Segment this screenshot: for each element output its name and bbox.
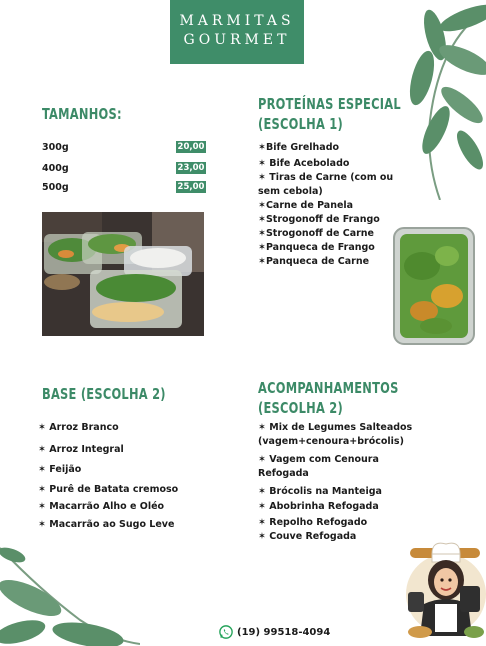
- list-item: ✶ Macarrão ao Sugo Leve: [38, 519, 175, 530]
- proteins-heading: [258, 94, 401, 134]
- price-badge: 23,00: [177, 163, 205, 173]
- size-label: 300g: [42, 142, 69, 153]
- list-item: Refogada: [258, 468, 309, 479]
- list-item: ✶ Tiras de Carne (com ou: [258, 172, 394, 183]
- base-heading: BASE (ESCOLHA 2): [42, 385, 166, 403]
- list-item: sem cebola): [258, 186, 323, 197]
- list-item: ✶ Feijão: [38, 464, 82, 475]
- meal-box-photo: [392, 226, 476, 346]
- list-item: ✶ Purê de Batata cremoso: [38, 484, 179, 495]
- sides-heading: [258, 378, 399, 418]
- size-label: 400g: [42, 163, 69, 174]
- list-item: ✶ Macarrão Alho e Oléo: [38, 501, 165, 512]
- list-item: ✶Strogonoff de Carne: [258, 228, 374, 239]
- list-item: ✶Bife Grelhado: [258, 142, 340, 153]
- brand-line-2: GOURMET: [183, 32, 291, 48]
- list-item: ✶ Couve Refogada: [258, 531, 357, 542]
- size-row: [42, 181, 206, 195]
- phone-number: (19) 99518-4094: [237, 626, 331, 638]
- sides-heading-line-1: ACOMPANHAMENTOS: [258, 379, 399, 397]
- brand-logo: [170, 0, 304, 64]
- whatsapp-icon: [219, 625, 233, 639]
- leaf-branch-bottom-left: [0, 540, 140, 646]
- price-badge: 20,00: [177, 142, 205, 152]
- list-item: ✶ Brócolis na Manteiga: [258, 486, 382, 497]
- list-item: ✶Panqueca de Frango: [258, 242, 375, 253]
- list-item: ✶ Bife Acebolado: [258, 158, 350, 169]
- list-item: ✶Panqueca de Carne: [258, 256, 370, 267]
- list-item: ✶ Arroz Branco: [38, 422, 119, 433]
- list-item: ✶ Arroz Integral: [38, 444, 124, 455]
- proteins-heading-line-2: (ESCOLHA 1): [258, 115, 343, 133]
- list-item: (vagem+cenoura+brócolis): [258, 436, 404, 447]
- contact-phone[interactable]: [219, 624, 330, 640]
- list-item: ✶ Abobrinha Refogada: [258, 501, 379, 512]
- sides-heading-line-2: (ESCOLHA 2): [258, 399, 343, 417]
- brand-line-1: MARMITAS: [179, 13, 295, 29]
- list-item: ✶Strogonoff de Frango: [258, 214, 380, 225]
- size-row: [42, 141, 206, 155]
- chef-mascot-illustration: [404, 540, 486, 646]
- list-item: ✶Carne de Panela: [258, 200, 354, 211]
- list-item: ✶ Vagem com Cenoura: [258, 454, 379, 465]
- list-item: ✶ Repolho Refogado: [258, 517, 368, 528]
- size-label: 500g: [42, 182, 69, 193]
- list-item: ✶ Mix de Legumes Salteados: [258, 422, 413, 433]
- sizes-heading: TAMANHOS:: [42, 105, 122, 123]
- size-row: [42, 162, 206, 176]
- proteins-heading-line-1: PROTEÍNAS ESPECIAL: [258, 95, 401, 113]
- meal-boxes-photo: [42, 212, 204, 336]
- price-badge: 25,00: [177, 182, 205, 192]
